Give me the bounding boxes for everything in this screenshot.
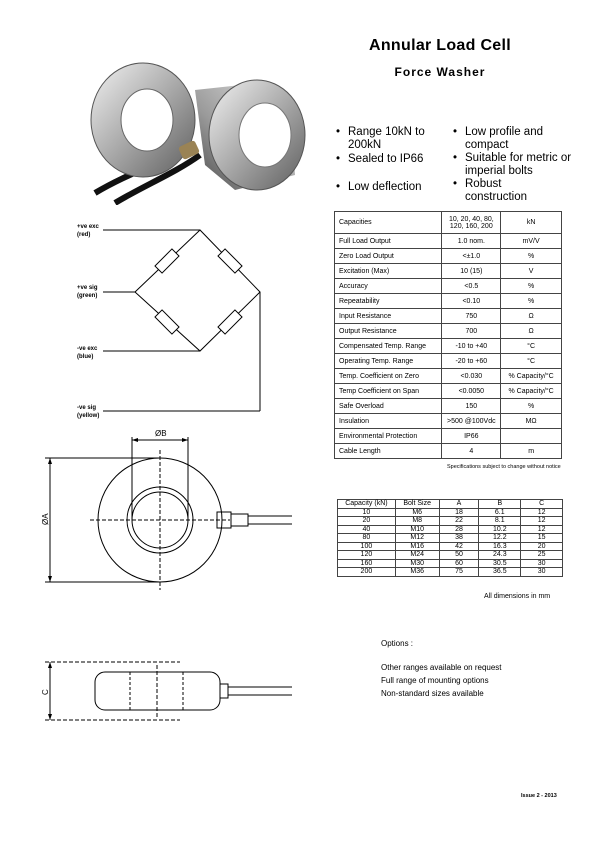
- spec-row: [335, 369, 562, 384]
- spec-value: 4: [442, 444, 501, 459]
- dim-cell: M30: [395, 559, 439, 568]
- spec-parameter: Safe Overload: [335, 399, 442, 414]
- dim-cell: 18: [439, 508, 479, 517]
- dim-cell: 30.5: [479, 559, 521, 568]
- spec-unit: [501, 429, 562, 444]
- page-subtitle: Force Washer: [394, 65, 486, 79]
- spec-row: [335, 399, 562, 414]
- dim-cell: 80: [338, 534, 396, 543]
- dim-row: [338, 508, 563, 517]
- spec-row: [335, 264, 562, 279]
- option-item: Full range of mounting options: [381, 676, 489, 685]
- spec-unit: °C: [501, 354, 562, 369]
- spec-parameter: Insulation: [335, 414, 442, 429]
- page-title: Annular Load Cell: [369, 37, 511, 54]
- dim-header-cell: C: [521, 500, 563, 509]
- spec-value: 1.0 nom.: [442, 234, 501, 249]
- dim-cell: M12: [395, 534, 439, 543]
- spec-note: Specifications subject to change without notice: [447, 464, 561, 470]
- spec-row: [335, 429, 562, 444]
- spec-unit: Ω: [501, 309, 562, 324]
- dimensions-note: All dimensions in mm: [484, 593, 551, 600]
- dim-cell: 38: [439, 534, 479, 543]
- specification-table: [334, 211, 562, 459]
- spec-parameter: Repeatability: [335, 294, 442, 309]
- dim-cell: 200: [338, 568, 396, 577]
- spec-value: 10 (15): [442, 264, 501, 279]
- spec-parameter: Accuracy: [335, 279, 442, 294]
- spec-parameter: Compensated Temp. Range: [335, 339, 442, 354]
- side-view-drawing: [40, 655, 300, 730]
- dim-cell: M36: [395, 568, 439, 577]
- spec-unit: % Capacity/°C: [501, 384, 562, 399]
- spec-parameter: Temp. Coefficient on Zero: [335, 369, 442, 384]
- spec-parameter: Full Load Output: [335, 234, 442, 249]
- spec-parameter: Capacities: [335, 212, 442, 234]
- spec-value: <0.5: [442, 279, 501, 294]
- wire-label-exc-pos: +ve exc (red): [77, 224, 99, 238]
- wire-label-exc-neg: -ve exc (blue): [77, 346, 98, 360]
- spec-parameter: Temp Coefficient on Span: [335, 384, 442, 399]
- option-item: Other ranges available on request: [381, 663, 502, 672]
- dim-cell: 12: [521, 525, 563, 534]
- spec-unit: mV/V: [501, 234, 562, 249]
- dim-row: [338, 568, 563, 577]
- wire-label-sig-neg: -ve sig (yellow): [77, 405, 100, 419]
- dim-cell: 42: [439, 542, 479, 551]
- spec-row: [335, 212, 562, 234]
- dim-cell: 16.3: [479, 542, 521, 551]
- dim-cell: 10.2: [479, 525, 521, 534]
- wheatstone-bridge-diagram: [75, 215, 275, 430]
- dim-cell: 8.1: [479, 517, 521, 526]
- dim-cell: 60: [439, 559, 479, 568]
- spec-unit: %: [501, 399, 562, 414]
- dim-cell: 6.1: [479, 508, 521, 517]
- spec-value: IP66: [442, 429, 501, 444]
- dim-cell: 160: [338, 559, 396, 568]
- dim-cell: 28: [439, 525, 479, 534]
- spec-row: [335, 339, 562, 354]
- spec-unit: °C: [501, 339, 562, 354]
- spec-parameter: Environmental Protection: [335, 429, 442, 444]
- spec-unit: m: [501, 444, 562, 459]
- dim-cell: 50: [439, 551, 479, 560]
- spec-value: <±1.0: [442, 249, 501, 264]
- dim-cell: 15: [521, 534, 563, 543]
- product-photo: [85, 45, 310, 205]
- dim-header-cell: B: [479, 500, 521, 509]
- dim-label-c: C: [41, 689, 50, 695]
- dim-cell: 12: [521, 508, 563, 517]
- spec-row: [335, 234, 562, 249]
- dim-cell: 12: [521, 517, 563, 526]
- spec-parameter: Output Resistance: [335, 324, 442, 339]
- spec-unit: %: [501, 294, 562, 309]
- spec-value: 700: [442, 324, 501, 339]
- dim-header-cell: Bolt Size: [395, 500, 439, 509]
- spec-value: 10, 20, 40, 80, 120, 160, 200: [442, 212, 501, 234]
- spec-unit: % Capacity/°C: [501, 369, 562, 384]
- spec-unit: %: [501, 279, 562, 294]
- spec-row: [335, 309, 562, 324]
- spec-parameter: Cable Length: [335, 444, 442, 459]
- dim-cell: M24: [395, 551, 439, 560]
- dim-cell: 20: [338, 517, 396, 526]
- spec-value: -20 to +60: [442, 354, 501, 369]
- dim-row: [338, 534, 563, 543]
- spec-row: [335, 414, 562, 429]
- spec-unit: MΩ: [501, 414, 562, 429]
- spec-row: [335, 279, 562, 294]
- spec-unit: %: [501, 249, 562, 264]
- spec-value: 150: [442, 399, 501, 414]
- spec-value: <0.030: [442, 369, 501, 384]
- dim-cell: 75: [439, 568, 479, 577]
- spec-value: <0.10: [442, 294, 501, 309]
- dim-cell: M8: [395, 517, 439, 526]
- dim-label-a: ØA: [41, 513, 50, 525]
- dim-header-cell: A: [439, 500, 479, 509]
- options-heading: Options :: [381, 639, 414, 648]
- dim-cell: 20: [521, 542, 563, 551]
- dim-cell: 120: [338, 551, 396, 560]
- spec-row: [335, 324, 562, 339]
- dim-row: [338, 525, 563, 534]
- dim-row: [338, 517, 563, 526]
- dim-cell: 12.2: [479, 534, 521, 543]
- dim-cell: 10: [338, 508, 396, 517]
- spec-row: [335, 444, 562, 459]
- wire-label-sig-pos: +ve sig (green): [77, 285, 98, 299]
- dim-row: [338, 559, 563, 568]
- dimensions-table: [337, 499, 563, 577]
- plan-view-drawing: [40, 425, 300, 595]
- spec-parameter: Zero Load Output: [335, 249, 442, 264]
- spec-value: >500 @100Vdc: [442, 414, 501, 429]
- dim-cell: 24.3: [479, 551, 521, 560]
- dim-row: [338, 551, 563, 560]
- spec-parameter: Input Resistance: [335, 309, 442, 324]
- dim-cell: M6: [395, 508, 439, 517]
- spec-unit: V: [501, 264, 562, 279]
- issue-footer: Issue 2 - 2013: [521, 793, 557, 799]
- dim-cell: 30: [521, 568, 563, 577]
- spec-value: 750: [442, 309, 501, 324]
- dim-cell: 36.5: [479, 568, 521, 577]
- dim-cell: 22: [439, 517, 479, 526]
- dim-cell: 40: [338, 525, 396, 534]
- dim-cell: M10: [395, 525, 439, 534]
- spec-row: [335, 294, 562, 309]
- dim-row: [338, 542, 563, 551]
- spec-value: -10 to +40: [442, 339, 501, 354]
- dim-cell: 100: [338, 542, 396, 551]
- spec-row: [335, 249, 562, 264]
- option-item: Non-standard sizes available: [381, 689, 484, 698]
- spec-unit: kN: [501, 212, 562, 234]
- dim-cell: 25: [521, 551, 563, 560]
- spec-row: [335, 354, 562, 369]
- spec-value: <0.0050: [442, 384, 501, 399]
- dim-label-b: ØB: [155, 429, 167, 438]
- spec-parameter: Excitation (Max): [335, 264, 442, 279]
- dim-header-cell: Capacity (kN): [338, 500, 396, 509]
- dim-cell: M16: [395, 542, 439, 551]
- dim-cell: 30: [521, 559, 563, 568]
- spec-row: [335, 384, 562, 399]
- spec-unit: Ω: [501, 324, 562, 339]
- spec-parameter: Operating Temp. Range: [335, 354, 442, 369]
